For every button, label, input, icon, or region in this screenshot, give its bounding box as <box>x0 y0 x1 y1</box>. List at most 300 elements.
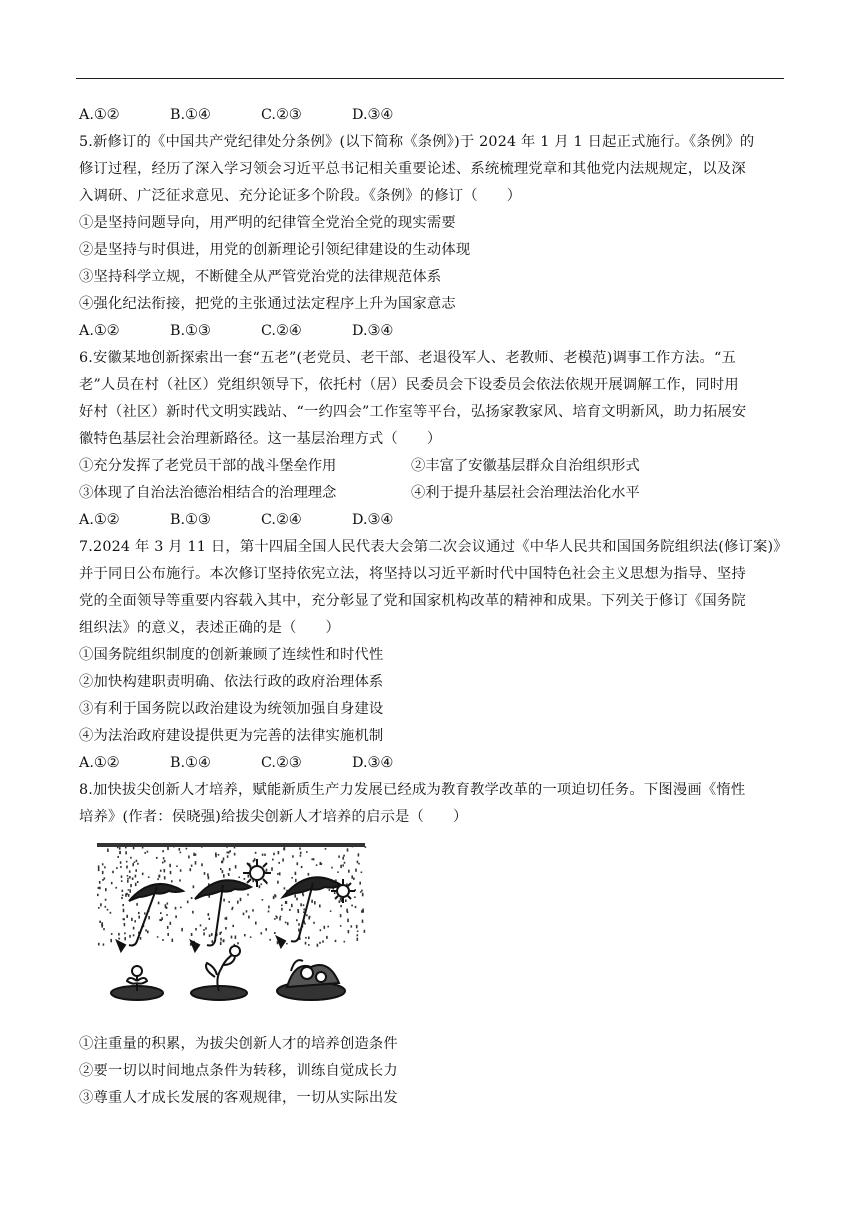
rain-speck <box>99 887 101 890</box>
rain-speck <box>132 863 134 866</box>
rain-speck <box>285 901 287 904</box>
rain-speck <box>228 873 230 875</box>
rain-speck <box>253 860 255 863</box>
rain-speck <box>147 851 149 853</box>
rain-speck <box>123 918 125 920</box>
rain-speck <box>326 936 328 939</box>
rain-speck <box>313 922 315 924</box>
rain-speck <box>176 866 178 868</box>
rain-speck <box>335 940 337 942</box>
statement-item: ③尊重人才成长发展的客观规律，一切从实际出发 <box>79 1090 398 1106</box>
rain-speck <box>201 846 203 848</box>
rain-speck <box>277 881 279 884</box>
rain-speck <box>131 918 133 921</box>
rain-speck <box>361 910 363 913</box>
rain-speck <box>222 861 224 864</box>
rain-speck <box>125 847 127 849</box>
rain-speck <box>136 903 138 906</box>
rain-speck <box>187 901 189 904</box>
rain-speck <box>209 918 211 920</box>
rain-speck <box>322 940 324 942</box>
rain-speck <box>142 845 144 848</box>
rain-speck <box>201 863 203 866</box>
rain-speck <box>148 876 150 878</box>
rain-speck <box>148 916 150 919</box>
rain-speck <box>222 870 224 873</box>
rain-speck <box>273 853 275 856</box>
rain-speck <box>362 893 364 897</box>
rain-speck <box>170 871 172 874</box>
rain-speck <box>122 890 124 892</box>
rain-speck <box>126 915 128 918</box>
rain-speck <box>347 848 349 851</box>
rain-speck <box>147 931 149 934</box>
rain-speck <box>313 858 315 860</box>
rain-speck <box>246 910 248 912</box>
rain-speck <box>330 910 332 912</box>
rain-speck <box>305 937 307 939</box>
rain-speck <box>118 938 120 940</box>
rain-speck <box>338 856 340 858</box>
rain-speck <box>331 867 333 869</box>
option-d: D.③④ <box>352 323 394 339</box>
rain-speck <box>248 875 250 878</box>
rain-speck <box>357 861 359 864</box>
rain-speck <box>120 861 122 864</box>
rain-speck <box>229 850 231 852</box>
rain-speck <box>169 864 171 867</box>
rain-speck <box>98 907 100 909</box>
rain-speck <box>103 928 105 930</box>
rain-speck <box>124 937 126 940</box>
rain-speck <box>348 870 350 873</box>
rain-speck <box>275 895 277 898</box>
question-stem-line: 并于同日公布施行。本次修订坚持依宪立法，将坚持以习近平新时代中国特色社会主义思想为指导、坚持 <box>79 566 746 582</box>
rain-speck <box>347 912 349 914</box>
rain-speck <box>287 922 289 925</box>
rain-speck <box>117 856 119 858</box>
rain-speck <box>220 942 222 945</box>
rain-speck <box>351 905 353 907</box>
question-stem-line: 培养》(作者：侯晓强)给拔尖创新人才培养的启示是（ ） <box>79 809 468 825</box>
question-stem-line: 组织法》的意义，表述正确的是（ ） <box>79 620 340 636</box>
rain-speck <box>98 868 100 871</box>
rain-speck <box>281 908 283 911</box>
rain-speck <box>311 900 313 903</box>
question-stem-line: 老”人员在村（社区）党组织领导下，依托村（居）民委员会下设委员会依法依规开展调解工作，同时用 <box>79 377 739 393</box>
rain-speck <box>156 857 158 859</box>
option-b: B.①③ <box>170 512 211 528</box>
rain-speck <box>352 845 354 847</box>
rain-speck <box>271 867 273 871</box>
rain-speck <box>102 863 104 865</box>
statement-item: ①是坚持问题导向，用严明的纪律管全党治全党的现实需要 <box>79 215 456 231</box>
header-rule <box>76 78 784 79</box>
rain-speck <box>205 927 207 929</box>
rain-speck <box>193 853 195 856</box>
rain-speck <box>223 858 225 861</box>
rain-speck <box>232 925 234 927</box>
option-d: D.③④ <box>352 755 394 771</box>
rain-speck <box>324 926 326 929</box>
rain-speck <box>191 897 193 899</box>
rain-speck <box>357 931 359 933</box>
rain-speck <box>244 878 246 880</box>
rain-speck <box>228 901 230 903</box>
rain-speck <box>351 875 353 878</box>
question-5 <box>79 129 785 345</box>
rain-speck <box>181 928 183 932</box>
rain-speck <box>223 940 225 942</box>
rain-speck <box>115 887 117 889</box>
q6-options <box>79 507 785 534</box>
option-c: C.②④ <box>261 323 302 339</box>
rain-speck <box>261 883 263 885</box>
rain-speck <box>129 889 131 892</box>
rain-speck <box>157 936 159 938</box>
statement-item: ④强化纪法衔接，把党的主张通过法定程序上升为国家意志 <box>79 296 456 312</box>
statement-row <box>79 453 785 480</box>
rain-speck <box>294 894 296 897</box>
rain-speck <box>311 858 313 860</box>
rain-speck <box>303 904 305 906</box>
rain-speck <box>107 849 109 853</box>
rain-speck <box>162 862 164 864</box>
rain-speck <box>340 925 342 927</box>
rain-speck <box>127 875 129 877</box>
rain-speck <box>193 885 195 888</box>
rain-speck <box>276 916 278 918</box>
rain-speck <box>292 855 294 857</box>
rain-speck <box>175 907 177 910</box>
rain-speck <box>278 862 280 864</box>
rain-speck <box>144 912 146 914</box>
rain-speck <box>296 919 298 921</box>
question-stem-line: 入调研、广泛征求意见、充分论证多个阶段。《条例》的修订（ ） <box>79 188 522 204</box>
option-b: B.①③ <box>170 323 211 339</box>
rain-speck <box>285 922 287 924</box>
rain-speck <box>190 868 192 871</box>
rain-speck <box>105 888 107 891</box>
rain-speck <box>300 852 302 854</box>
rain-speck <box>300 855 302 857</box>
question-stem-line: 修订过程，经历了深入学习领会习近平总书记相关重要论述、系统梳理党章和其他党内法规规定，以及深 <box>79 161 746 177</box>
statement-item: ③坚持科学立规，不断健全从严管党治党的法律规范体系 <box>79 269 442 285</box>
statement-item: ②丰富了安徽基层群众自治组织形式 <box>411 458 640 474</box>
rain-speck <box>291 904 293 907</box>
rain-speck <box>279 872 281 875</box>
rain-speck <box>300 903 302 906</box>
rain-speck <box>226 917 228 920</box>
option-c: C.②④ <box>261 512 302 528</box>
rain-speck <box>126 861 128 863</box>
rain-speck <box>306 851 308 853</box>
rain-speck <box>195 861 197 865</box>
rain-speck <box>119 851 121 854</box>
rain-speck <box>195 928 197 931</box>
rain-speck <box>345 899 347 902</box>
rain-speck <box>295 872 297 875</box>
rain-speck <box>359 882 361 885</box>
rain-speck <box>164 869 166 872</box>
rain-speck <box>355 906 357 908</box>
rain-speck <box>265 928 267 931</box>
rain-speck <box>357 938 359 941</box>
rain-speck <box>247 894 249 896</box>
rain-speck <box>144 852 146 854</box>
rain-speck <box>229 868 231 871</box>
rain-speck <box>250 936 252 938</box>
option-b: B.①④ <box>170 755 211 771</box>
rain-speck <box>167 903 169 905</box>
rain-speck <box>255 922 257 925</box>
statement-item: ④利于提升基层社会治理法治化水平 <box>411 485 640 501</box>
rain-speck <box>164 876 166 879</box>
rain-speck <box>195 854 197 856</box>
rain-speck <box>277 873 279 875</box>
rain-speck <box>226 846 228 848</box>
rain-speck <box>235 865 237 868</box>
rain-speck <box>351 925 353 927</box>
rain-speck <box>180 869 182 872</box>
rain-speck <box>160 912 162 914</box>
question-stem-line: 8.加快拔尖创新人才培养，赋能新质生产力发展已经成为教育教学改革的一项迫切任务。下图漫画《惰性 <box>79 782 746 798</box>
rain-speck <box>204 872 206 875</box>
rain-speck <box>107 909 109 911</box>
rain-speck <box>123 909 125 913</box>
rain-speck <box>252 909 254 911</box>
rain-speck <box>283 848 285 851</box>
rain-speck <box>126 866 128 869</box>
rain-speck <box>264 854 266 856</box>
rain-speck <box>191 865 193 867</box>
rain-speck <box>280 916 282 918</box>
q7-options <box>79 750 785 777</box>
rain-speck <box>237 942 239 944</box>
rain-speck <box>124 932 126 934</box>
statement-row <box>79 480 785 507</box>
rain-speck <box>362 920 364 923</box>
rain-speck <box>282 858 284 861</box>
rain-speck <box>208 876 210 879</box>
rain-speck <box>179 848 181 851</box>
rain-speck <box>316 864 318 866</box>
rain-speck <box>355 869 357 872</box>
rain-speck <box>234 846 236 848</box>
option-a: A.①② <box>79 323 120 339</box>
rain-speck <box>228 874 230 876</box>
rain-speck <box>105 906 107 908</box>
rain-speck <box>308 916 310 919</box>
rain-speck <box>134 920 136 922</box>
rain-speck <box>129 876 131 878</box>
rain-speck <box>128 889 130 891</box>
rain-speck <box>238 877 240 879</box>
rain-speck <box>235 936 237 939</box>
rain-speck <box>255 852 257 854</box>
rain-speck <box>101 925 103 928</box>
rain-speck <box>100 903 102 906</box>
statement-item: ②加快构建职责明确、依法行政的政府治理体系 <box>79 674 384 690</box>
rain-speck <box>337 871 339 873</box>
rain-speck <box>308 937 310 940</box>
option-d: D.③④ <box>352 107 394 123</box>
rain-speck <box>339 900 341 903</box>
statement-item: ①注重量的积累，为拔尖创新人才的培养创造条件 <box>79 1036 398 1052</box>
rain-speck <box>158 875 160 877</box>
rain-speck <box>207 873 209 876</box>
question-7 <box>79 534 788 777</box>
rain-speck <box>306 914 308 916</box>
rain-speck <box>220 932 222 934</box>
option-a: A.①② <box>79 755 120 771</box>
rain-speck <box>188 856 190 859</box>
rain-speck <box>122 904 124 906</box>
rain-speck <box>122 895 124 897</box>
rain-speck <box>215 853 217 856</box>
rain-speck <box>99 921 101 923</box>
rain-speck <box>340 905 342 907</box>
rain-speck <box>220 938 222 941</box>
rain-speck <box>327 926 329 928</box>
rain-speck <box>99 881 101 884</box>
rain-speck <box>303 909 305 911</box>
rain-speck <box>130 884 132 887</box>
rain-speck <box>272 859 274 861</box>
rain-speck <box>142 873 144 876</box>
rain-speck <box>279 917 281 920</box>
rain-speck <box>298 923 300 926</box>
question-6 <box>79 345 785 534</box>
rain-speck <box>112 871 114 874</box>
statement-item: ①国务院组织制度的创新兼顾了连续性和时代性 <box>79 647 384 663</box>
rain-speck <box>200 924 202 926</box>
rain-speck <box>127 880 129 883</box>
rain-speck <box>135 875 137 878</box>
rain-speck <box>342 864 344 866</box>
rain-speck <box>273 896 275 899</box>
rain-speck <box>172 939 174 942</box>
rain-speck <box>348 930 350 933</box>
rain-speck <box>240 898 242 901</box>
rain-speck <box>161 917 163 920</box>
exam-page <box>79 102 788 1112</box>
rain-speck <box>298 910 300 913</box>
rain-speck <box>140 937 142 940</box>
rain-speck <box>203 932 205 935</box>
rain-speck <box>110 912 112 914</box>
question-8 <box>79 777 785 1112</box>
rain-speck <box>358 853 360 856</box>
rain-speck <box>98 943 100 946</box>
rain-speck <box>360 891 362 893</box>
rain-speck <box>234 853 236 856</box>
rain-speck <box>175 915 177 918</box>
rain-speck <box>138 912 140 914</box>
option-b: B.①④ <box>170 107 211 123</box>
rain-speck <box>212 940 214 943</box>
question-stem-line: 5.新修订的《中国共产党纪律处分条例》(以下简称《条例》)于 2024 年 1 月 1 日起正式施行。《条例》的 <box>79 134 755 150</box>
rain-speck <box>132 878 134 881</box>
rain-speck <box>159 919 161 921</box>
rain-speck <box>203 929 205 931</box>
rain-speck <box>103 944 105 946</box>
rain-speck <box>308 873 310 876</box>
rain-speck <box>304 923 306 925</box>
rain-speck <box>325 848 327 850</box>
option-d: D.③④ <box>352 512 394 528</box>
rain-speck <box>110 939 112 942</box>
rain-speck <box>158 902 160 905</box>
rain-speck <box>135 869 137 872</box>
rain-speck <box>297 862 299 865</box>
rain-speck <box>211 933 213 936</box>
rain-speck <box>281 905 283 907</box>
rain-speck <box>208 913 210 916</box>
rain-speck <box>228 851 230 853</box>
rain-speck <box>138 916 140 919</box>
rain-speck <box>134 862 136 864</box>
rain-speck <box>191 933 193 936</box>
rain-speck <box>268 906 270 909</box>
rain-speck <box>145 929 147 931</box>
rain-speck <box>105 899 107 901</box>
rain-speck <box>268 911 270 913</box>
rain-speck <box>220 868 222 870</box>
rain-speck <box>167 926 169 929</box>
rain-speck <box>102 879 104 881</box>
rain-speck <box>286 943 288 945</box>
rain-speck <box>356 925 358 928</box>
rain-speck <box>344 941 346 943</box>
rain-speck <box>248 916 250 919</box>
rain-speck <box>111 882 113 884</box>
rain-speck <box>320 929 322 931</box>
rain-speck <box>218 854 220 856</box>
rain-speck <box>97 894 99 896</box>
rain-speck <box>133 934 135 936</box>
question-stem-line: 6.安徽某地创新探索出一套“五老”(老党员、老干部、老退役军人、老教师、老模范)调事工作方法。“五 <box>79 350 736 366</box>
rain-speck <box>116 867 118 869</box>
rain-speck <box>160 870 162 872</box>
rain-speck <box>129 870 131 872</box>
rain-speck <box>364 930 366 933</box>
rain-speck <box>344 862 346 864</box>
rain-speck <box>173 845 175 847</box>
rain-speck <box>261 932 263 934</box>
sun-icon <box>243 859 271 887</box>
rain-speck <box>166 914 168 916</box>
rain-speck <box>130 857 132 859</box>
rain-speck <box>104 866 106 868</box>
rain-speck <box>314 901 316 904</box>
rain-speck <box>133 927 135 930</box>
rain-speck <box>269 939 271 941</box>
rain-speck <box>357 934 359 936</box>
rain-speck <box>223 874 225 877</box>
rain-speck <box>321 863 323 865</box>
rain-speck <box>186 848 188 850</box>
rain-speck <box>137 863 139 865</box>
q5-options <box>79 318 785 345</box>
rain-speck <box>192 911 194 914</box>
rain-speck <box>165 904 167 908</box>
rain-speck <box>180 852 182 854</box>
rain-speck <box>121 897 123 899</box>
question-stem-line: 好村（社区）新时代文明实践站、“一约四会”工作室等平台，弘扬家教家风、培育文明新风，助力拓展安 <box>79 404 747 420</box>
rain-speck <box>319 905 321 908</box>
rain-speck <box>284 887 286 889</box>
